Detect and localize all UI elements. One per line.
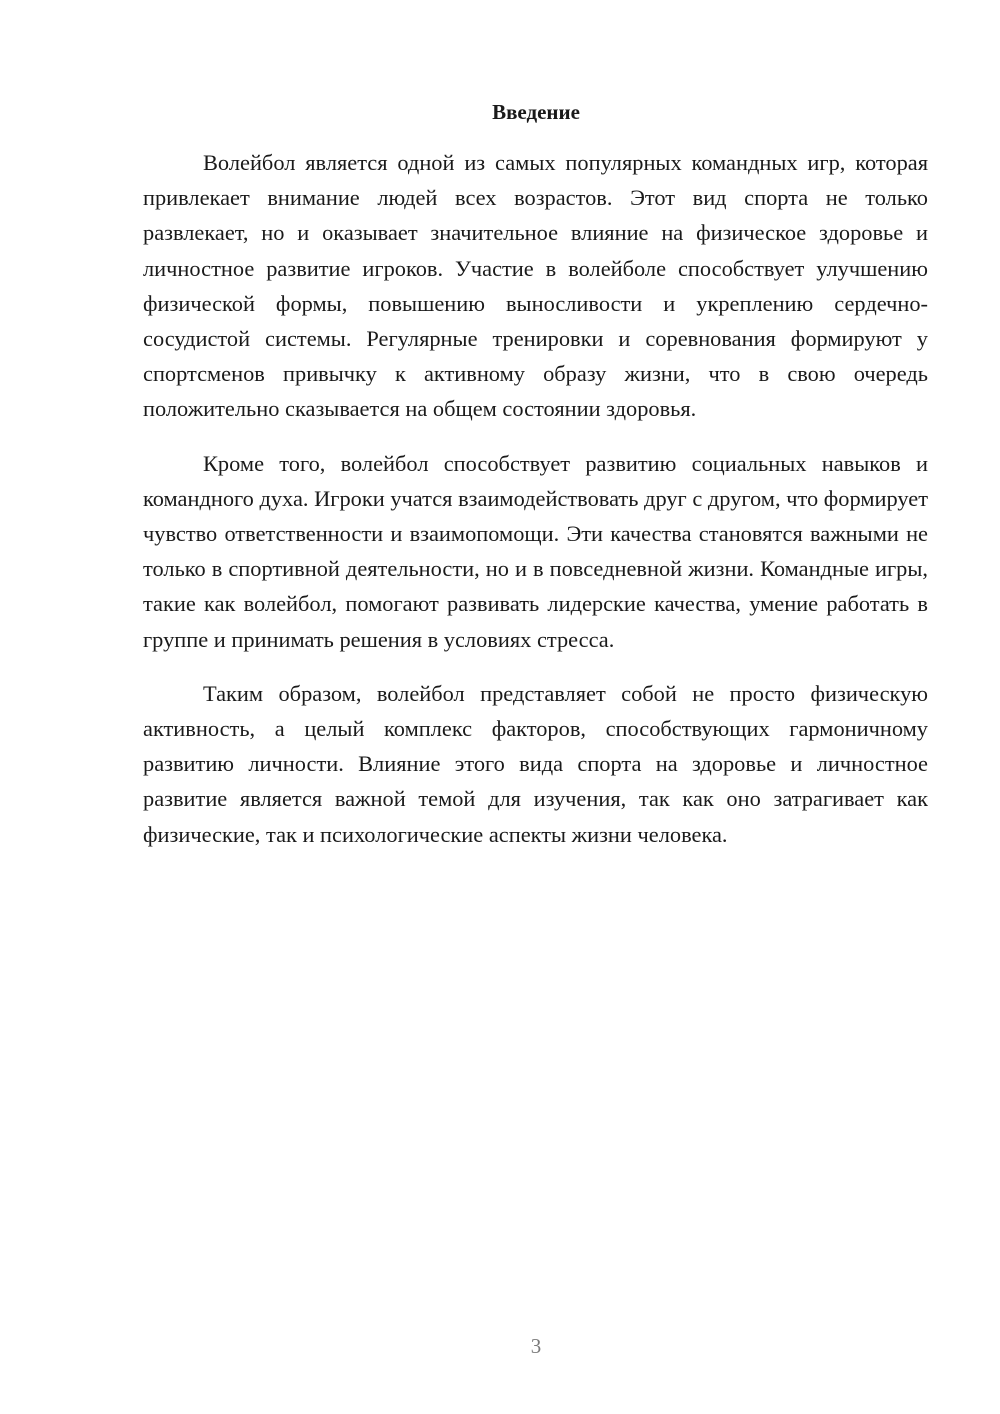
paragraph-2: Кроме того, волейбол способствует развитию социальных навыков и командного духа. Игроки учатся взаимодействовать друг с другом, что формирует чувство ответственности и взаимопомощи. Эти качества становятся важными не только в спортивной деятельности, но и в повседневной жизни. Командные игры, такие как волейбол, помогают развивать лидерские качества, умение работать в группе и принимать решения в условиях стресса. xyxy=(143,450,928,652)
page-heading: Введение xyxy=(492,100,580,124)
page-number: 3 xyxy=(530,1334,542,1358)
paragraph-3: Таким образом, волейбол представляет собой не просто физическую активность, а целый комплекс факторов, способствующих гармоничному развитию личности. Влияние этого вида спорта на здоровье и личностное развитие является важной темой для изучения, так как оно затрагивает как физические, так и психологические аспекты жизни человека. xyxy=(143,680,928,847)
body-text xyxy=(143,145,928,871)
paragraph-1: Волейбол является одной из самых популярных командных игр, которая привлекает внимание людей всех возрастов. Этот вид спорта не только развлекает, но и оказывает значительное влияние на физическое здоровье и личностное развитие игроков. Участие в волейболе способствует улучшению физической формы, повышению выносливости и укреплению сердечно-сосудистой системы. Регулярные тренировки и соревнования формируют у спортсменов привычку к активному образу жизни, что в свою очередь положительно сказывается на общем состоянии здоровья. xyxy=(143,150,928,422)
